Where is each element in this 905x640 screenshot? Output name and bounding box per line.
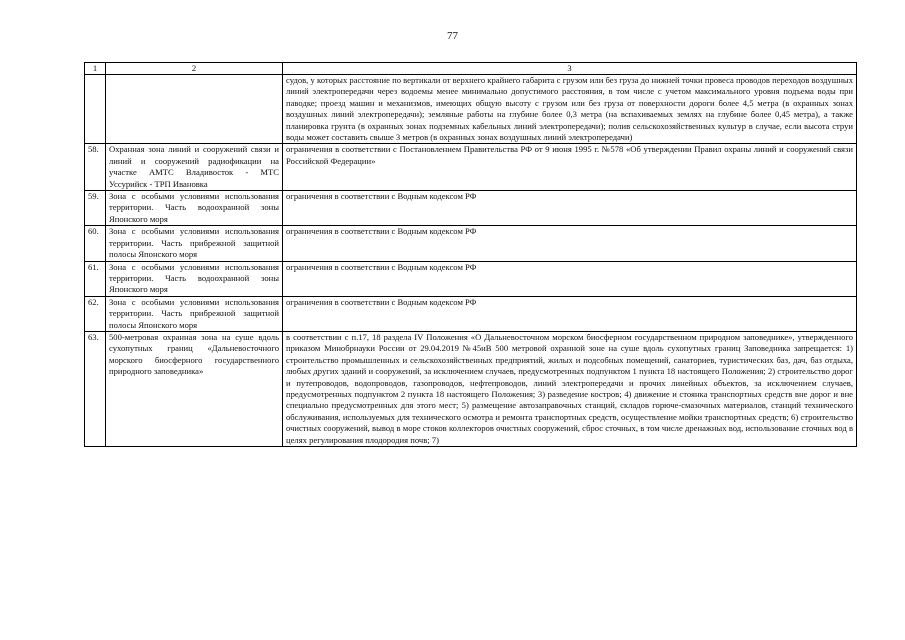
restriction-text: ограничения в соответствии с Водным кодексом РФ xyxy=(283,226,857,261)
row-number xyxy=(85,75,106,144)
restriction-text: ограничения в соответствии с Водным кодексом РФ xyxy=(283,261,857,296)
table-row xyxy=(85,191,857,226)
zone-name: Охранная зона линий и сооружений связи и линий и сооружений радиофикации на участке АМТС Владивосток - МТС Уссурийск - ТРП Ивановка xyxy=(106,144,283,191)
table-row xyxy=(85,331,857,446)
row-number: 60. xyxy=(85,226,106,261)
table-row xyxy=(85,296,857,331)
zone-name xyxy=(106,75,283,144)
table-row xyxy=(85,261,857,296)
table-row xyxy=(85,226,857,261)
restriction-text: судов, у которых расстояние по вертикали от верхнего крайнего габарита с грузом или без груза до нижней точки провеса проводов переходов воздушных линий электропередачи через водоемы менее минимально допустимого расстояния, в том числе с учетом максимального уровня подъема воды при паводке; проезд машин и механизмов, имеющих общую высоту с грузом или без груза от поверхности дороги более 4,5 метра (в охранных зонах воздушных линий электропередачи); земляные работы на глубине более 0,3 метра (на вспахиваемых землях на глубине более 0,45 метра), а также планировка грунта (в охранных зонах подземных кабельных линий электропередачи); полив сельскохозяйственных культур в случае, если высота струи воды может составить свыше 3 метров (в охранных зонах воздушных линий электропередачи) xyxy=(283,75,857,144)
zone-name: Зона с особыми условиями использования территории. Часть прибрежной защитной полосы Японского моря xyxy=(106,226,283,261)
page-number: 77 xyxy=(447,30,458,42)
restriction-text: ограничения в соответствии с Водным кодексом РФ xyxy=(283,296,857,331)
zone-name: Зона с особыми условиями использования территории. Часть водоохранной зоны Японского моря xyxy=(106,191,283,226)
restrictions-table xyxy=(84,62,857,447)
table-header-row xyxy=(85,63,857,75)
zone-name: 500-метровая охранная зона на суше вдоль сухопутных границ «Дальневосточного морского биосферного государственного природного заповедника» xyxy=(106,331,283,446)
table-row xyxy=(85,144,857,191)
column-header-3: 3 xyxy=(283,63,857,75)
row-number: 58. xyxy=(85,144,106,191)
zone-name: Зона с особыми условиями использования территории. Часть водоохранной зоны Японского моря xyxy=(106,261,283,296)
row-number: 61. xyxy=(85,261,106,296)
row-number: 59. xyxy=(85,191,106,226)
restriction-text: ограничения в соответствии с Постановлением Правительства РФ от 9 июня 1995 г. №578 «Об утверждении Правил охраны линий и сооружений связи Российской Федерации» xyxy=(283,144,857,191)
restriction-text: ограничения в соответствии с Водным кодексом РФ xyxy=(283,191,857,226)
zone-name: Зона с особыми условиями использования территории. Часть прибрежной защитной полосы Японского моря xyxy=(106,296,283,331)
row-number: 62. xyxy=(85,296,106,331)
column-header-2: 2 xyxy=(106,63,283,75)
table-row xyxy=(85,75,857,144)
column-header-1: 1 xyxy=(85,63,106,75)
restriction-text: в соответствии с п.17, 18 раздела IV Положения «О Дальневосточном морском биосферном государственном природном заповеднике», утвержденного приказом Минобрнауки России от 29.04.2019 №45нВ 500 метровой охранной зоне на суше вдоль сухопутных границ Заповедника запрещается: 1) строительство промышленных и сельскохозяйственных предприятий, жилых и подсобных помещений, санаториев, туристических баз, дач, баз отдыха, любых других зданий и сооружений, за исключением случаев, предусмотренных подпунктом 1 пункта 18 настоящего Положения; 2) строительство дорог и путепроводов, водопроводов, газопроводов, нефтепроводов, линий электропередачи и прочих линейных объектов, за исключением случаев, предусмотренных подпунктом 2 пункта 18 настоящего Положения; 3) разведение костров; 4) движение и стоянка транспортных средств вне дорог и вне специально предусмотренных для этого мест; 5) размещение автозаправочных станций, складов горюче-смазочных материалов, станций технического обслуживания, используемых для технического осмотра и ремонта транспортных средств, осуществление мойки транспортных средств; 6) строительство очистных сооружений, вывод в море стоков коллекторов очистных сооружений, сброс сточных, в том числе дренажных вод, использование сточных вод в целях регулирования плодородия почв; 7) xyxy=(283,331,857,446)
row-number: 63. xyxy=(85,331,106,446)
